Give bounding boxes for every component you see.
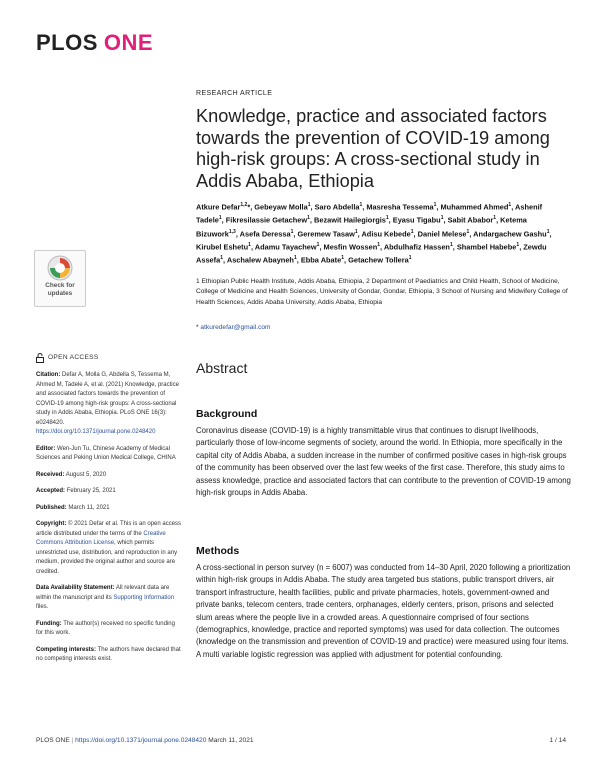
copyright-text: © 2021 Defar et al. This is an open access article distributed under the terms of the	[36, 521, 182, 537]
footer-separator: |	[71, 737, 74, 744]
logo-one: ONE	[103, 30, 154, 55]
corresponding-email-link[interactable]: atkuredefar@gmail.com	[200, 324, 271, 331]
article-type: RESEARCH ARTICLE	[196, 90, 273, 97]
corresponding-symbol: *	[196, 324, 199, 331]
data-availability-label: Data Availability Statement:	[36, 585, 115, 591]
competing-interests-text: The authors have declared that no competing interests exist.	[36, 646, 181, 662]
background-text: Coronavirus disease (COVID-19) is a highly transmittable virus that continues to disrupt livelihoods, particularly those of low-income segments of society, around the world. In Ethiopia, more specifically in the capital city of Addis Ababa, a sudden increase in the number of confirmed positive cases in high-risk groups of the community has been observed over the last few weeks of the first case. Therefore, this study aims to assess knowledge, practice and associated factors that can contribute to the prevention of COVID-19 among high-risk groups in Addis Ababa.	[196, 426, 571, 498]
page-number: 1 / 14	[549, 737, 566, 744]
article-info-sidebar	[36, 353, 182, 672]
received-label: Received:	[36, 471, 65, 478]
badge-line1: Check for	[45, 282, 75, 289]
copyright-text-end: , which permits unrestricted use, distribution, and reproduction in any medium, provided the original author and source are credited.	[36, 540, 178, 575]
check-for-updates-icon	[47, 255, 73, 281]
logo-plos: PLOS	[36, 30, 98, 55]
badge-line2: updates	[47, 290, 73, 297]
accepted-date: February 25, 2021	[66, 488, 116, 494]
citation-text: Defar A, Molla G, Abdella S, Tessema M, Ahmed M, Tadele A, et al. (2021) Knowledge, practice and associated factors towards the prevention of COVID-19 among high-risk groups: A cross-sectional study in Addis Ababa, Ethiopia. PLoS ONE 16(3): e0248420.	[36, 372, 179, 426]
corresponding-author	[196, 324, 271, 331]
editor-text: Wen-Jun Tu, Chinese Academy of Medical Sciences and Peking Union Medical College, CHINA	[36, 445, 176, 461]
methods-section	[196, 545, 572, 661]
check-for-updates-badge[interactable]	[34, 250, 86, 307]
copyright	[36, 520, 182, 577]
affiliations: 1 Ethiopian Public Health Institute, Addis Ababa, Ethiopia, 2 Department of Paediatrics and Child Health, School of Medicine, College of Medicine and Health Sciences, University of Gondar, Gondar, Ethiopia, 3 School of Nursing and Midwifery College of Health Sciences, Addis Ababa University, Addis Ababa, Ethiopia	[196, 278, 568, 306]
journal-logo	[36, 30, 153, 56]
competing-interests	[36, 646, 182, 665]
published-date: March 11, 2021	[68, 504, 110, 511]
abstract-heading: Abstract	[196, 360, 248, 376]
received-date: August 5, 2020	[65, 471, 107, 478]
accepted-label: Accepted:	[36, 488, 66, 494]
published	[36, 504, 182, 514]
citation-label: Citation:	[36, 372, 61, 378]
funding-label: Funding:	[36, 620, 62, 627]
methods-heading: Methods	[196, 545, 240, 557]
license-link[interactable]: Creative Commons Attribution License	[36, 530, 166, 546]
article-title: Knowledge, practice and associated factors towards the prevention of COVID-19 among high-risk groups: A cross-sectional study in Addis Ababa, Ethiopia	[196, 106, 550, 191]
editor-label: Editor:	[36, 445, 56, 452]
citation-doi-link[interactable]: https://doi.org/10.1371/journal.pone.0248420	[36, 429, 156, 435]
open-access-text: OPEN ACCESS	[48, 354, 99, 362]
data-availability-text-end: files.	[36, 604, 49, 610]
data-availability	[36, 584, 182, 613]
copyright-label: Copyright:	[36, 521, 67, 527]
author-list: Atkure Defar$^{1,2}$*, Gebeyaw Molla$^1$, Saro Abdella$^1$, Masresha Tessema$^1$, Muhammed Ahmed$^1$, Ashenif Tadele$^1$, Fikresilassie Getachew$^1$, Bezawit Hailegiorgis$^1$, Eyasu Tigabu$^1$, Sabit Ababor$^1$, Ketema Bizuwork$^{1,3}$, Asefa Deressa$^1$, Geremew Tasaw$^1$, Adisu Kebede$^1$, Daniel Melese$^1$, Andargachew Gashu$^1$, Kirubel Eshetu$^1$, Adamu Tayachew$^1$, Mesfin Wossen$^1$, Abdulhafiz Hassen$^1$, Shambel Habebe$^1$, Zewdu Assefa$^1$, Aschalew Abayneh$^1$, Ebba Abate$^1$, Getachew Tollera$^1$	[196, 202, 552, 265]
methods-text: A cross-sectional in person survey (n = 6007) was conducted from 14–30 April, 2020 following a prioritization within high-risk groups in Addis Ababa. The study area targeted bus stations, public transport drivers, air transport infrastructure, health facilities, public and private pharmacies, hotels, government-owned and private banks, telecom centers, trade centers, orphanages, elderly centers, prison, prisons and selected slum areas where the people live in a crowded areas. A questionnaire comprised of four sections (demographics, knowledge, practice and reported symptoms) was used for data collection. The outcomes (knowledge on the transmission and prevention of COVID-19 and practice) were measured using four items. A multi variable logistic regression was applied with adjustment for potential confounding.	[196, 563, 571, 659]
supporting-information-link[interactable]: Supporting Information	[113, 594, 175, 601]
received	[36, 471, 182, 481]
editor	[36, 445, 182, 464]
open-access-label	[36, 353, 182, 363]
open-lock-icon	[36, 353, 44, 363]
footer-date: March 11, 2021	[208, 737, 254, 744]
funding-text: The author(s) received no specific funding for this work.	[36, 620, 175, 636]
competing-interests-label: Competing interests:	[36, 646, 97, 653]
background-section	[196, 408, 572, 499]
footer-journal: PLOS ONE	[36, 737, 70, 744]
published-label: Published:	[36, 504, 67, 511]
accepted	[36, 487, 182, 497]
funding	[36, 620, 182, 639]
footer-doi-link[interactable]: https://doi.org/10.1371/journal.pone.0248420	[75, 737, 207, 744]
data-availability-text: All relevant data are within the manuscript and its	[36, 585, 170, 601]
citation	[36, 371, 182, 438]
background-heading: Background	[196, 408, 258, 420]
